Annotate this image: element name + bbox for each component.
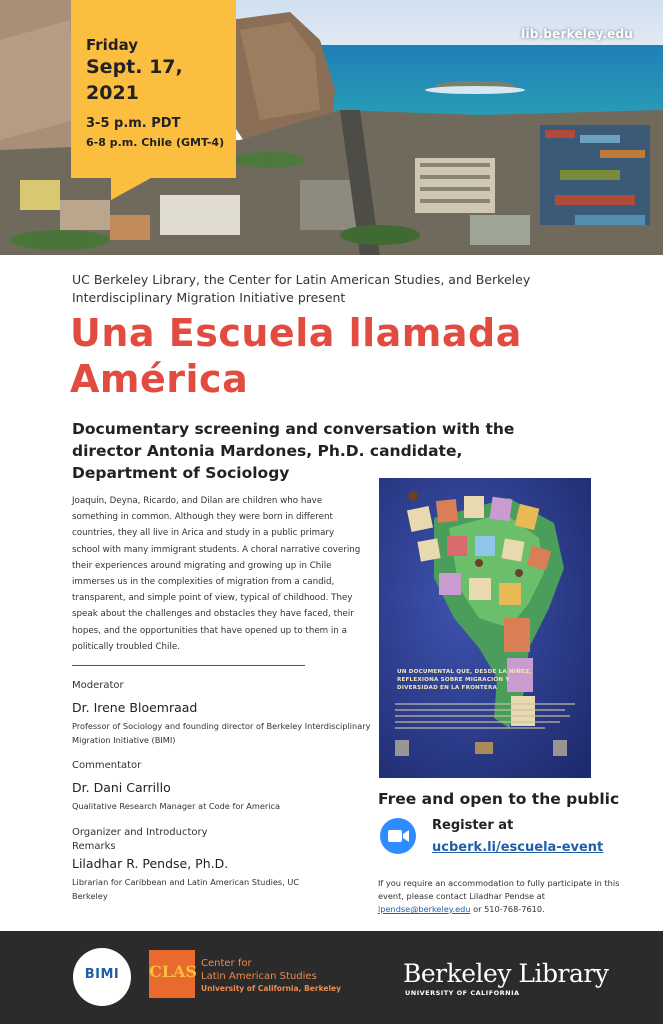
event-subtitle: Documentary screening and conversation with the director Antonia Mardones, Ph.D. candidate, Department of Sociology bbox=[72, 420, 515, 482]
contact-email-link[interactable]: lpendse@berkeley.edu bbox=[378, 904, 471, 914]
presenters-line: UC Berkeley Library, the Center for Latin American Studies, and Berkeley Interdisciplinary Migration Initiative present bbox=[72, 272, 531, 305]
clas-name bbox=[201, 958, 341, 996]
event-day: Friday bbox=[86, 36, 139, 54]
bimi-logo bbox=[73, 948, 131, 1006]
clas-logo bbox=[149, 950, 195, 998]
poster-tagline: UN DOCUMENTAL QUE, DESDE LA NIÑEZ, REFLEXIONA SOBRE MIGRACIÓN Y DIVERSIDAD EN LA FRONTERA bbox=[397, 669, 532, 691]
register-link[interactable]: ucberk.li/escuela-event bbox=[432, 840, 604, 855]
access-prefix: If you require an accommodation to fully participate in this event, please contact Liladhar Pendse at bbox=[378, 878, 620, 901]
clas-line-1: Center for bbox=[201, 958, 252, 969]
organizer-name: Liladhar R. Pendse, Ph.D. bbox=[72, 856, 229, 871]
organizer-description: Librarian for Caribbean and Latin American Studies, UC Berkeley bbox=[72, 877, 300, 901]
accessibility-note bbox=[378, 877, 623, 916]
moderator-block bbox=[72, 679, 372, 747]
berkeley-library-logo: Berkeley Library bbox=[403, 959, 609, 988]
poster-artwork bbox=[379, 478, 591, 778]
clas-line-3: University of California, Berkeley bbox=[201, 984, 341, 993]
event-title: Una Escuela llamada América bbox=[70, 311, 522, 401]
moderator-role: Moderator bbox=[72, 680, 124, 691]
commentator-name: Dr. Dani Carrillo bbox=[72, 780, 171, 795]
sponsor-footer bbox=[0, 931, 663, 1024]
access-suffix: or 510-768-7610. bbox=[473, 904, 545, 914]
video-camera-icon bbox=[380, 818, 416, 854]
date-box-pointer bbox=[111, 178, 151, 200]
organizer-role: Organizer and Introductory Remarks bbox=[72, 827, 208, 852]
event-date: Sept. 17, 2021 bbox=[86, 56, 183, 104]
film-description: Joaquín, Deyna, Ricardo, and Dilan are children who have something in common. Although they were born in different countries, they all live in Arica and study in a public primary school with many immigrant students. A choral narrative covering their experiences around migrating and growing up in Chile immerses us in the complexities of migration from a candid, transparent, and simple point of view, typical of childhood. They speak about the challenges and obstacles they have faced, their hopes, and the opportunities that have opened up to them in a politically troubled Chile. bbox=[72, 496, 361, 652]
event-date-box bbox=[71, 0, 236, 178]
berkeley-library-subtitle: UNIVERSITY OF CALIFORNIA bbox=[405, 989, 520, 997]
event-time-pdt: 3-5 p.m. PDT bbox=[86, 116, 181, 131]
moderator-description: Professor of Sociology and founding director of Berkeley Interdisciplinary Migration Initiative (BIMI) bbox=[72, 721, 371, 745]
film-poster bbox=[379, 478, 591, 778]
free-admission-text: Free and open to the public bbox=[378, 790, 620, 808]
register-label: Register at bbox=[432, 818, 514, 833]
clas-line-2: Latin American Studies bbox=[201, 970, 317, 982]
section-divider bbox=[72, 665, 305, 666]
commentator-role: Commentator bbox=[72, 760, 142, 771]
organizer-details bbox=[72, 849, 372, 903]
moderator-name: Dr. Irene Bloemraad bbox=[72, 700, 198, 715]
bimi-logo-text: BIMI bbox=[84, 967, 120, 982]
commentator-description: Qualitative Research Manager at Code for America bbox=[72, 801, 281, 811]
event-time-chile: 6-8 p.m. Chile (GMT-4) bbox=[86, 136, 225, 149]
website-url[interactable]: lib.berkeley.edu bbox=[521, 27, 633, 41]
commentator-block bbox=[72, 759, 372, 813]
hero-photo bbox=[0, 0, 663, 255]
clas-logo-text: CLAS bbox=[149, 962, 197, 981]
